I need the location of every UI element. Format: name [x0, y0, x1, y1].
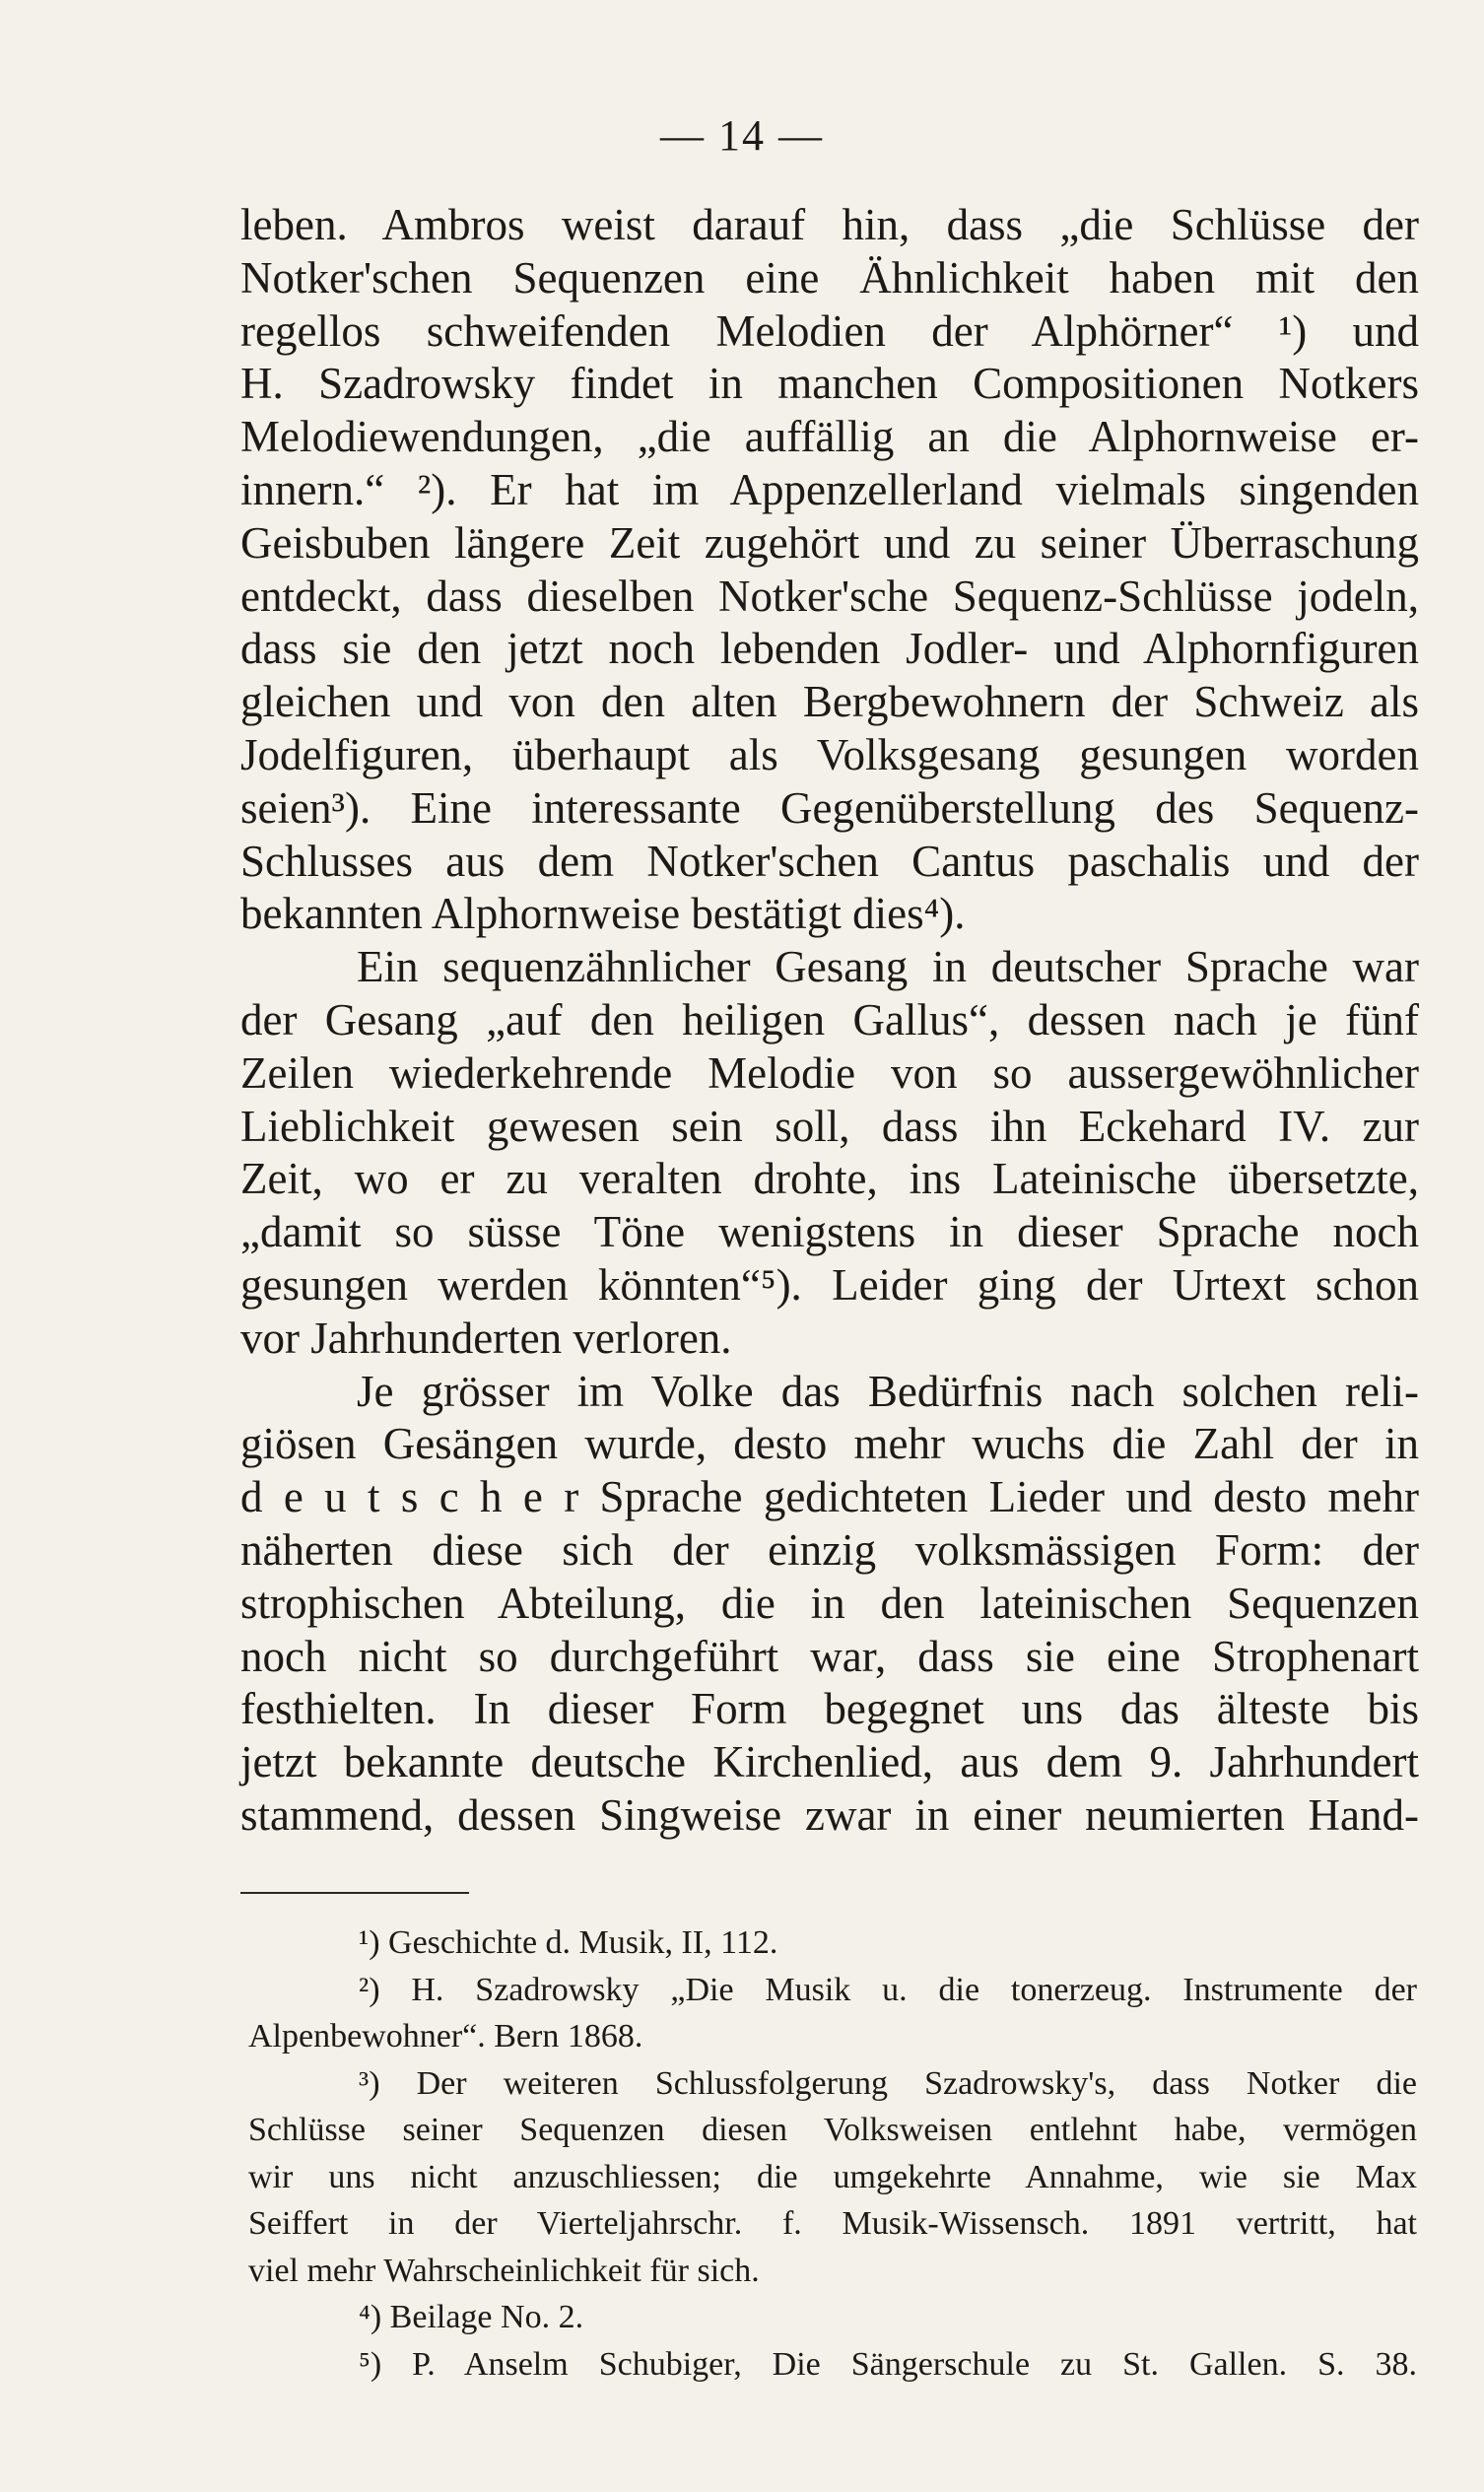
footnote-line: Alpenbewohner“. Bern 1868. [248, 2018, 643, 2054]
text-line: noch nicht so durchgeführt war, dass sie eine Strophenart [240, 1631, 1419, 1681]
footnote-line: Schlüsse seiner Sequenzen diesen Volksweisen entlehnt habe, vermögen [248, 2112, 1417, 2148]
text-line: Notker'schen Sequenzen eine Ähnlichkeit haben mit den [240, 252, 1419, 303]
footnote-divider [240, 1892, 469, 1894]
footnote-line: ⁴) Beilage No. 2. [359, 2299, 584, 2335]
text-line: dass sie den jetzt noch lebenden Jodler- und Alphornfiguren [240, 624, 1419, 674]
footnote-line: Seiffert in der Vierteljahrschr. f. Musik-Wissensch. 1891 vertritt, hat [248, 2205, 1417, 2242]
footnote-line: ⁵) P. Anselm Schubiger, Die Sängerschule zu St. Gallen. S. 38. [359, 2345, 1417, 2383]
text-line: Lieblichkeit gewesen sein soll, dass ihn Eckehard IV. zur [240, 1101, 1419, 1151]
text-line: jetzt bekannte deutsche Kirchenlied, aus dem 9. Jahrhundert [240, 1737, 1419, 1787]
text-line: seien³). Eine interessante Gegenüberstellung des Sequenz- [240, 782, 1419, 833]
text-line: Ein sequenzähnlicher Gesang in deutscher Sprache war [357, 942, 1419, 992]
main-text [240, 199, 1419, 1843]
text-line: strophischen Abteilung, die in den lateinischen Sequenzen [240, 1578, 1419, 1628]
text-line: festhielten. In dieser Form begegnet uns das älteste bis [240, 1684, 1419, 1734]
text-line: Zeit, wo er zu veralten drohte, ins Lateinische übersetzte, [240, 1154, 1419, 1204]
footnote-line: ²) H. Szadrowsky „Die Musik u. die tonerzeug. Instrumente der [359, 1971, 1417, 2008]
page-number: — 14 — [660, 111, 824, 160]
text-line: regellos schweifenden Melodien der Alphörner“ ¹) und [240, 305, 1419, 356]
text-line: vor Jahrhunderten verloren. [240, 1313, 732, 1363]
footnote-line: wir uns nicht anzuschliessen; die umgekehrte Annahme, wie sie Max [248, 2158, 1417, 2195]
footnote-line: ¹) Geschichte d. Musik, II, 112. [359, 1924, 778, 1961]
text-line: „damit so süsse Töne wenigstens in dieser Sprache noch [240, 1207, 1419, 1257]
text-line: giösen Gesängen wurde, desto mehr wuchs die Zahl der in [240, 1419, 1419, 1469]
text-line: leben. Ambros weist darauf hin, dass „die Schlüsse der [240, 200, 1419, 249]
text-line: gesungen werden könnten“⁵). Leider ging der Urtext schon [240, 1259, 1419, 1310]
text-line: gleichen und von den alten Bergbewohnern der Schweiz als [240, 677, 1419, 727]
text-line: Schlusses aus dem Notker'schen Cantus paschalis und der [240, 836, 1419, 886]
text-line: Melodiewendungen, „die auffällig an die Alphornweise er- [240, 412, 1419, 462]
text-line: entdeckt, dass dieselben Notker'sche Sequenz-Schlüsse jodeln, [240, 571, 1419, 621]
footnote-line: viel mehr Wahrscheinlichkeit für sich. [248, 2252, 760, 2289]
text-line: Je grösser im Volke das Bedürfnis nach solchen reli- [357, 1366, 1419, 1416]
text-line: näherten diese sich der einzig volksmässigen Form: der [240, 1524, 1419, 1575]
footnote-line: ³) Der weiteren Schlussfolgerung Szadrowsky's, dass Notker die [359, 2064, 1417, 2102]
text-line: Zeilen wiederkehrende Melodie von so aussergewöhnlicher [240, 1047, 1419, 1098]
footnotes [248, 1920, 1417, 2388]
text-line: d e u t s c h e r Sprache gedichteten Lieder und desto mehr [240, 1472, 1419, 1522]
text-line: innern.“ ²). Er hat im Appenzellerland vielmals singenden [240, 464, 1419, 514]
text-line: H. Szadrowsky findet in manchen Compositionen Notkers [240, 359, 1419, 409]
text-line: Jodelfiguren, überhaupt als Volksgesang gesungen worden [240, 729, 1419, 779]
text-line: Geisbuben längere Zeit zugehört und zu seiner Überraschung [240, 517, 1419, 568]
text-line: bekannten Alphornweise bestätigt dies⁴). [240, 889, 966, 939]
text-line: stammend, dessen Singweise zwar in einer neumierten Hand- [240, 1789, 1419, 1840]
text-line: der Gesang „auf den heiligen Gallus“, dessen nach je fünf [240, 994, 1419, 1044]
